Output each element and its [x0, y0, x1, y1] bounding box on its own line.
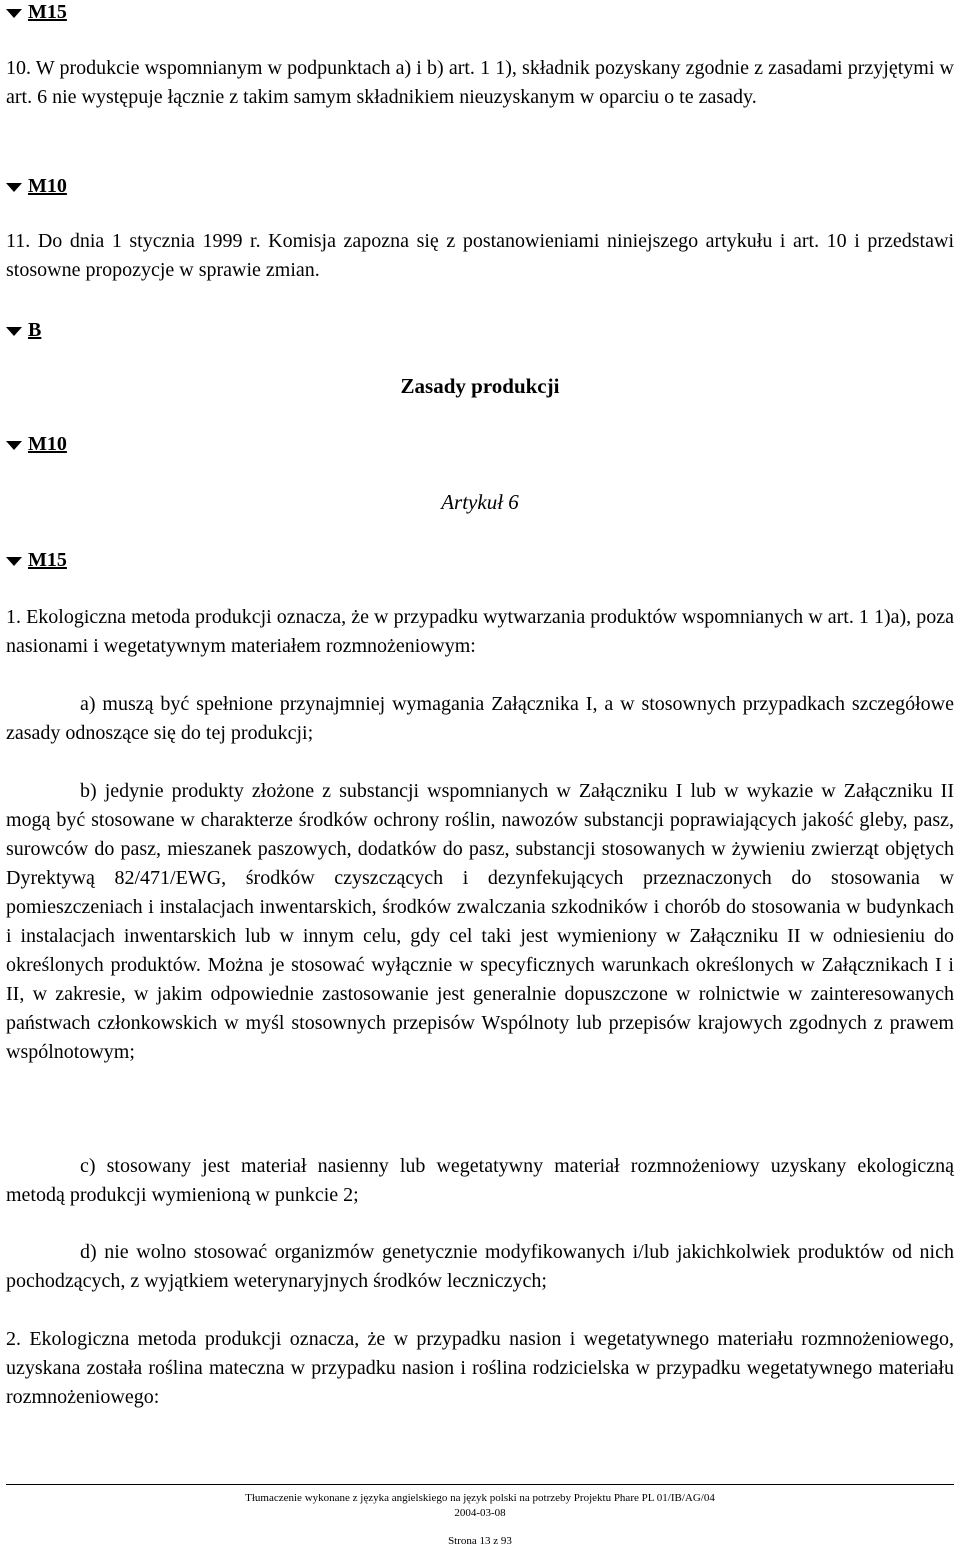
article-6-paragraph-2: 2. Ekologiczna metoda produkcji oznacza, że w przypadku nasion i wegetatywnego materiału rozmnożeniowego, uzyskana została roślina mateczna w przypadku nasion i roślina rodzicielska w przypadku wegetatywnego materiału rozmnożeniowego:	[6, 1328, 954, 1408]
article-6-paragraph-1: 1. Ekologiczna metoda produkcji oznacza, że w przypadku wytwarzania produktów wspomnianych w art. 1 1)a), poza nasionami i wegetatywnym materiałem rozmnożeniowym:	[6, 606, 954, 657]
footer-page-number: Strona 13 z 93	[448, 1535, 512, 1547]
triangle-down-icon	[6, 183, 22, 192]
footer-date: 2004-03-08	[454, 1507, 506, 1519]
triangle-down-icon	[6, 9, 22, 18]
article-6-point-a: a) muszą być spełnione przynajmniej wymagania Załącznika I, a w stosownych przypadkach szczegółowe zasady odnoszące się do tej produkcji;	[6, 693, 954, 744]
amendment-marker-m15: M15	[6, 0, 954, 24]
article-6-point-d: d) nie wolno stosować organizmów genetycznie modyfikowanych i/lub jakichkolwiek produktów od nich pochodzących, z wyjątkiem weterynaryjnych środków leczniczych;	[6, 1241, 954, 1292]
triangle-down-icon	[6, 327, 22, 336]
paragraph-11: 11. Do dnia 1 stycznia 1999 r. Komisja zapozna się z postanowieniami niniejszego artykułu i art. 10 i przedstawi stosowne propozycje w sprawie zmian.	[6, 230, 954, 281]
footer-translation-note: Tłumaczenie wykonane z języka angielskiego na język polski na potrzeby Projektu Phare PL 01/IB/AG/04	[245, 1492, 715, 1504]
triangle-down-icon	[6, 557, 22, 566]
amendment-marker-m15: M15	[6, 548, 954, 572]
triangle-down-icon	[6, 441, 22, 450]
amendment-marker-b: B	[6, 318, 954, 342]
section-title: Zasady produkcji	[400, 374, 560, 398]
amendment-marker-m10: M10	[6, 432, 954, 456]
footer-divider	[6, 1484, 954, 1485]
amendment-marker-m10: M10	[6, 174, 954, 198]
article-6-point-c: c) stosowany jest materiał nasienny lub wegetatywny materiał rozmnożeniowy uzyskany ekologiczną metodą produkcji wymienioną w punkcie 2;	[6, 1155, 954, 1206]
article-heading: Artykuł 6	[441, 490, 519, 514]
paragraph-10: 10. W produkcie wspomnianym w podpunktach a) i b) art. 1 1), składnik pozyskany zgodnie z zasadami przyjętymi w art. 6 nie występuje łącznie z takim samym składnikiem nieuzyskanym w oparciu o te zasady.	[6, 57, 954, 108]
article-6-point-b: b) jedynie produkty złożone z substancji wspomnianych w Załączniku I lub w wykazie w Załączniku II mogą być stosowane w charakterze środków ochrony roślin, nawozów substancji poprawiających jakość gleby, pasz, surowców do pasz, mieszanek paszowych, dodatków do pasz, substancji stosowanych w żywieniu zwierząt objętych Dyrektywą 82/471/EWG, środków czyszczących i dezynfekujących przeznaczonych do stosowania w pomieszczeniach i instalacjach inwentarskich, środków zwalczania szkodników i chorób do stosowania w budynkach i instalacjach inwentarskich lub w innym celu, gdy cel taki jest wymieniony w Załączniku II w odniesieniu do określonych produktów. Można je stosować wyłącznie w specyficznych warunkach określonych w Załącznikach I i II, w zakresie, w jakim odpowiednie zastosowanie jest generalnie dopuszczone w rolnictwie w zainteresowanych państwach członkowskich w myśl stosownych przepisów Wspólnoty lub przepisów krajowych zgodnych z prawem wspólnotowym;	[6, 780, 954, 1063]
